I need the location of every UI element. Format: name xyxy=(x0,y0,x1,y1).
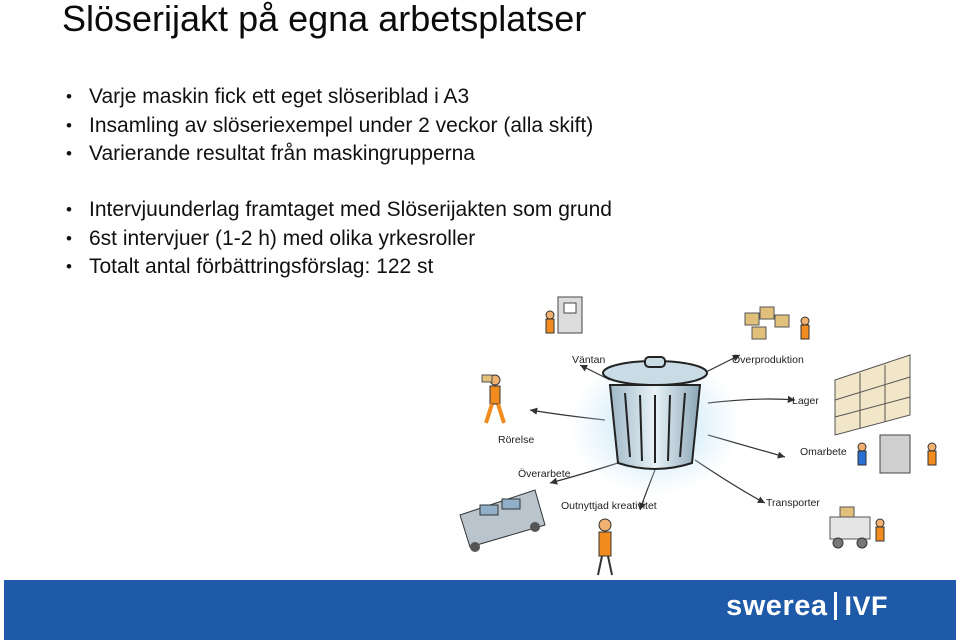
motion-illustration xyxy=(482,375,504,423)
label-lager: Lager xyxy=(792,395,819,407)
transport-illustration xyxy=(830,507,884,548)
label-overarbete: Överarbete xyxy=(518,468,571,480)
label-transporter: Transporter xyxy=(766,497,820,509)
overproduction-illustration xyxy=(745,307,809,339)
bullet-list-interviews xyxy=(66,196,612,282)
bullet-item: • Insamling av slöseriexempel under 2 veckor (alla skift) xyxy=(66,112,593,141)
logo-text-ivf: IVF xyxy=(844,590,888,621)
swerea-ivf-logo xyxy=(726,586,888,626)
waiting-illustration xyxy=(546,297,582,333)
label-rorelse: Rörelse xyxy=(498,434,535,446)
bullet-item: • Varierande resultat från maskingrupperna xyxy=(66,140,593,169)
overprocessing-illustration xyxy=(460,490,545,552)
slide-title: Slöserijakt på egna arbetsplatser xyxy=(62,0,587,39)
waste-diagram xyxy=(440,285,960,585)
logo-text-swerea: swerea xyxy=(726,589,828,622)
bullet-item: • Intervjuunderlag framtaget med Slöserijakten som grund xyxy=(66,196,612,225)
bullet-item: • Totalt antal förbättringsförslag: 122 st xyxy=(66,253,612,282)
creativity-illustration xyxy=(598,519,612,575)
label-overproduktion: Överproduktion xyxy=(732,354,804,366)
footer-bar xyxy=(4,580,956,640)
bullet-list-collection xyxy=(66,83,593,169)
label-omarbete: Omarbete xyxy=(800,446,847,458)
bullet-item: • 6st intervjuer (1-2 h) med olika yrkesroller xyxy=(66,225,612,254)
bullet-item: • Varje maskin fick ett eget slöseriblad i A3 xyxy=(66,83,593,112)
logo-divider xyxy=(834,592,837,620)
label-outnyttjad: Outnyttjad kreativitet xyxy=(561,500,657,512)
label-vantan: Väntan xyxy=(572,354,606,366)
storage-illustration xyxy=(835,355,910,435)
trash-can-icon xyxy=(570,355,740,495)
rework-illustration xyxy=(858,435,936,473)
